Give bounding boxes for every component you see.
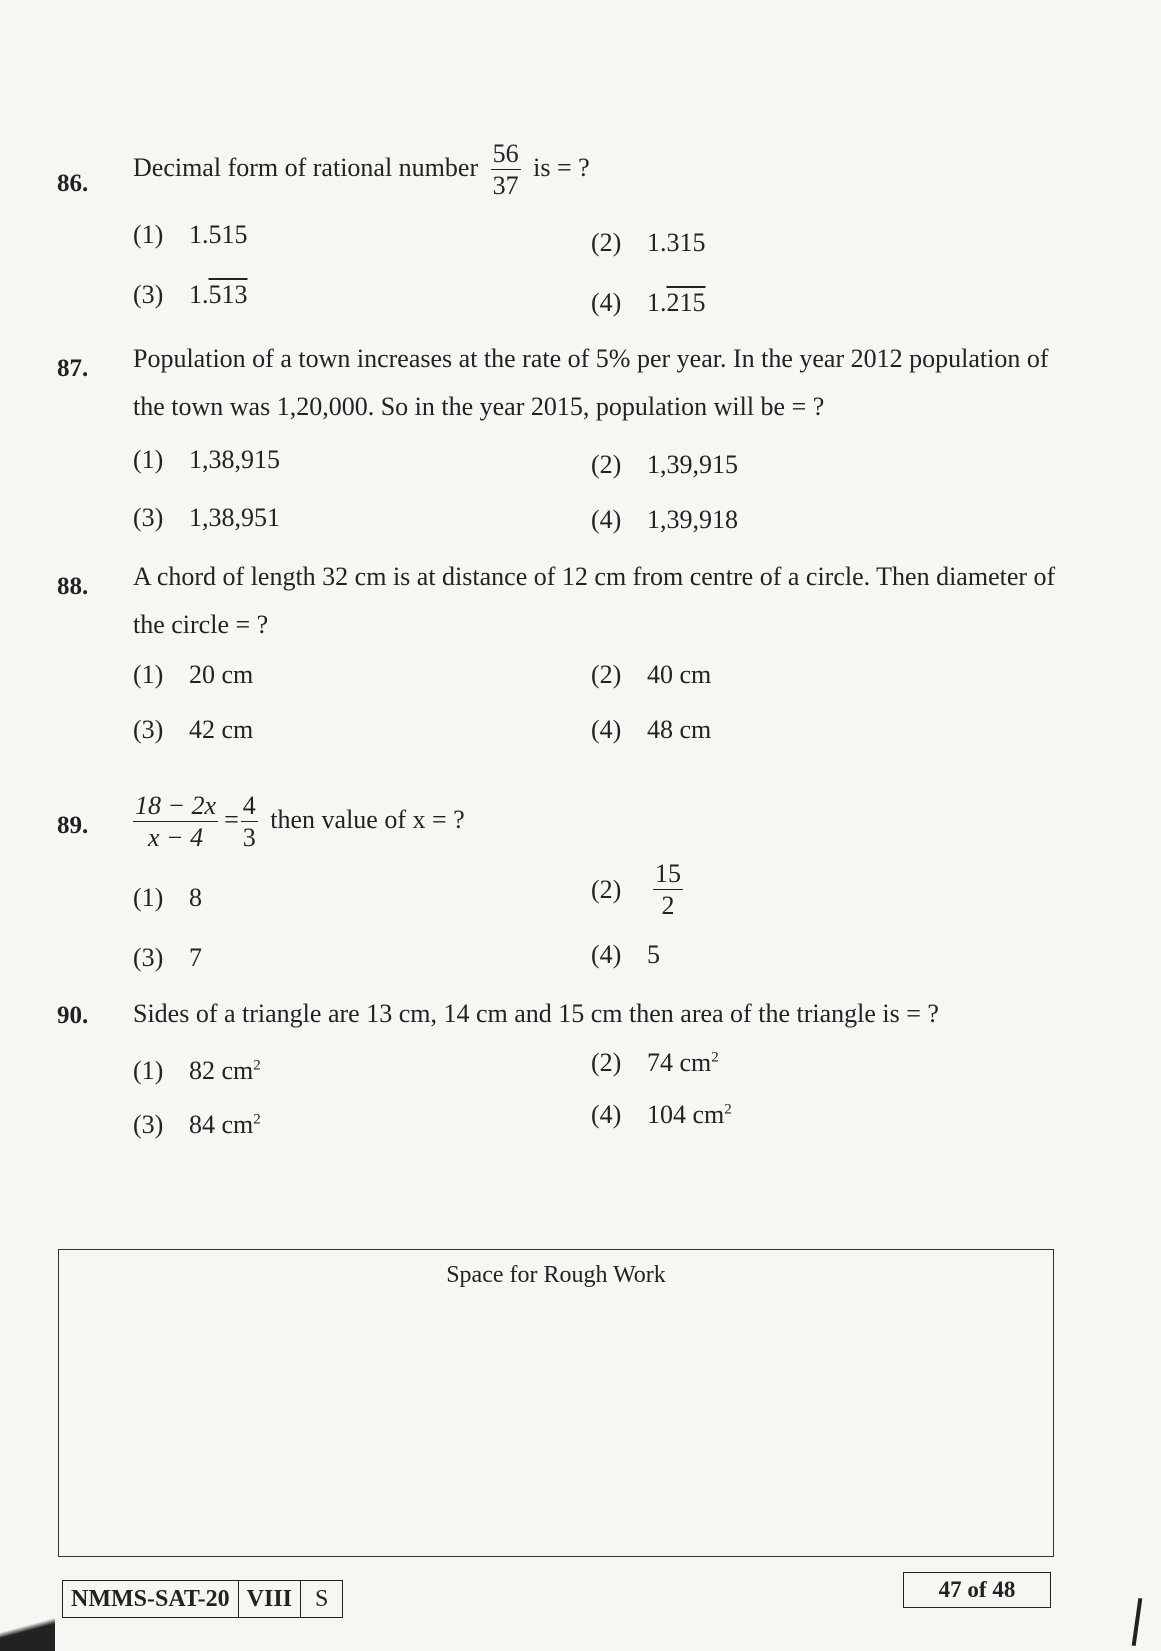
- option-1: (1) 82 $cm^2$: [133, 1056, 261, 1085]
- exam-code: NMMS-SAT-20: [63, 1581, 239, 1617]
- option-4: (4) 1,39,918: [591, 505, 738, 534]
- page-edge-shadow: [0, 1605, 55, 1651]
- option-1: (1) 8: [133, 883, 202, 912]
- rough-work-title: Space for Rough Work: [446, 1262, 666, 1288]
- question-number: 89.: [57, 812, 89, 839]
- exam-code-box: [62, 1580, 343, 1618]
- fraction: $\frac{56}{37}$: [492, 139, 519, 201]
- option-1: (1) 1,38,915: [133, 445, 280, 474]
- option-1: (1) 1.515: [133, 220, 248, 249]
- option-2: (2) 40 cm: [591, 660, 712, 689]
- question-text: Decimal form of rational number $\frac{56}{37}$ is = ?: [133, 139, 590, 201]
- option-3: (3) 84 $cm^2$: [133, 1110, 261, 1139]
- fraction-lhs: $\frac{18 - 2x}{x - 4}$: [135, 791, 217, 853]
- set-code: S: [315, 1586, 329, 1612]
- question-text: A chord of length 32 cm is at distance of 12 cm from centre of a circle. Then diameter of the circle = ?: [133, 562, 1056, 639]
- option-2: (2) 1.315: [591, 228, 706, 257]
- option-3: (3) 7: [133, 943, 202, 972]
- option-4: (4) 104 $cm^2$: [591, 1100, 732, 1129]
- option-2: (2) 1,39,915: [591, 450, 738, 479]
- repeating-digits: 513: [208, 280, 248, 309]
- option-2: (2) $\frac{15}{2}$: [591, 859, 681, 921]
- question-text: Population of a town increases at the rate of 5% per year. In the year 2012 population of the town was 1,20,000. So in the year 2015, population will be = ?: [133, 344, 1049, 421]
- option-3: (3) 1,38,951: [133, 503, 280, 532]
- question-number: 87.: [57, 355, 89, 382]
- option-4: (4) 48 cm: [591, 715, 712, 744]
- option-3: (3) 42 cm: [133, 715, 254, 744]
- question-text: $\frac{18 - 2x}{x - 4}$ = $\frac{4}{3}$ then value of x = ?: [135, 791, 465, 853]
- option-1: (1) 20 cm: [133, 660, 254, 689]
- question-number: 86.: [57, 170, 89, 197]
- fraction: $\frac{15}{2}$: [655, 859, 681, 921]
- question-number: 88.: [57, 573, 89, 600]
- option-3: (3) 1.513: [133, 280, 248, 309]
- rough-work-box: [58, 1249, 1054, 1557]
- class-code: VIII: [239, 1581, 301, 1617]
- option-4: (4) 5: [591, 940, 660, 969]
- edge-mark: [1132, 1598, 1143, 1646]
- option-4: (4) 1.215: [591, 288, 706, 317]
- fraction-rhs: $\frac{4}{3}$: [242, 791, 256, 853]
- question-number: 90.: [57, 1002, 89, 1029]
- page-number: 47 of 48: [903, 1572, 1051, 1608]
- option-2: (2) 74 $cm^2$: [591, 1048, 719, 1077]
- repeating-digits: 215: [666, 288, 706, 317]
- question-text: Sides of a triangle are 13 cm, 14 cm and 15 cm then area of the triangle is = ?: [133, 999, 939, 1028]
